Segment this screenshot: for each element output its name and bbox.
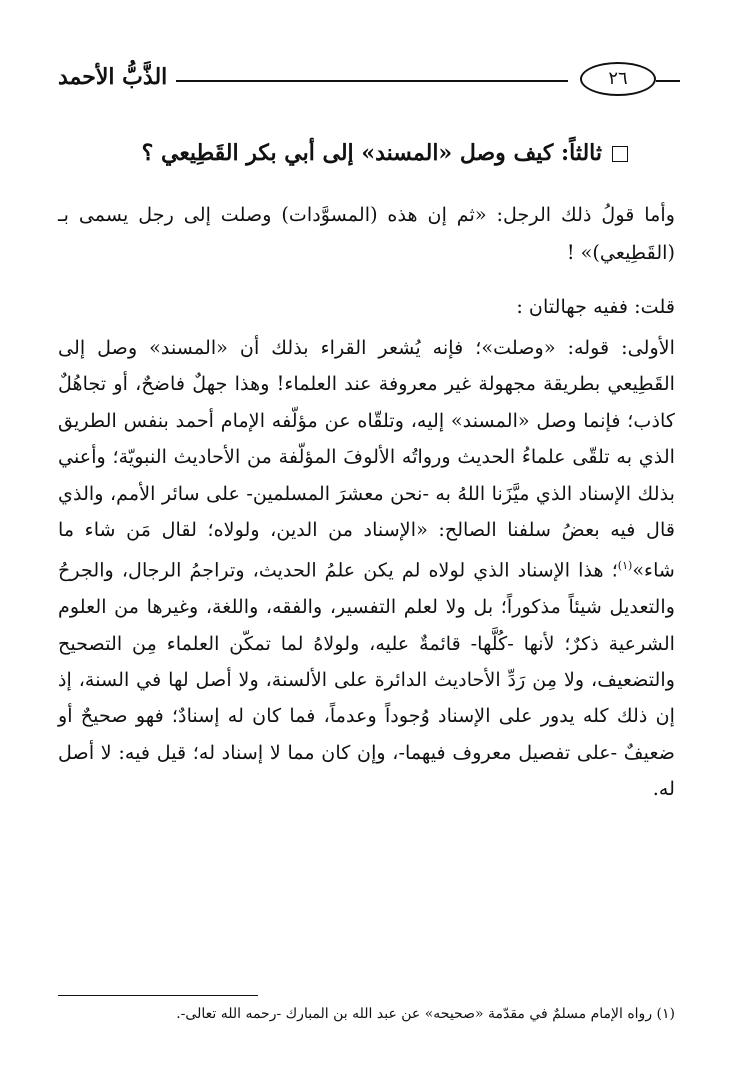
- book-title: الذَّبُّ الأحمد: [58, 64, 168, 90]
- paragraph-intro: قلت: ففيه جهالتان :: [516, 295, 675, 318]
- square-bullet-icon: [612, 146, 628, 162]
- footnote-separator: [58, 995, 258, 996]
- paragraph-first-point: [58, 330, 675, 808]
- paragraph-first-point-part-b: ؛ هذا الإسناد الذي لولاه لم يكن علمُ الحديث، وتراجمُ الرجال، والجرحُ والتعديل شيئاً مذكوراً؛ بل ولا لعلم التفسير، والفقه، واللغة، وغيرها من العلوم الشرعية ذكرٌ؛ لأنها -كُلَّها- قائمةٌ عليه، ولولاهُ لما تمكّن العلماء مِن التصحيح والتضعيف، ولا مِن رَدِّ الأحاديث الدائرة على الألسنة، ولا أصل لها في السنة، إذ إن ذلك كله يدور على الإسناد وُجوداً وعدماً، فما كان له إسنادٌ؛ فهو صحيحٌ أو ضعيفٌ -على تفصيل معروف فيهما-، وإن كان مما لا إسناد له؛ قيل فيه: لا أصل له.: [58, 558, 675, 801]
- paragraph-first-point-part-a: الأولى: قوله: «وصلت»؛ فإنه يُشعر القراء بذلك أن «المسند» وصل إلى القَطِيعي بطريقة مجهولة غير معروفة عند العلماء! وهذا جهلٌ فاضحٌ، أو تجاهُلٌ كاذب؛ فإنما وصل «المسند» إليه، وتلقّاه عن مؤلّفه الإمام أحمد بنفس الطريق الذي به تلقّى علماءُ الحديث ورواتُه الألوفَ المؤلّفة من الأحاديث النبويّة؛ وأعني بذلك الإسناد الذي ميَّزَنا اللهُ به -نحن معشرَ المسلمين- على سائر الأمم، والذي قال فيه بعضُ سلفنا الصالح: «الإسناد من الدين، ولولاه؛ لقال مَن شاء ما شاء»: [58, 336, 675, 582]
- header-rule-right: [656, 80, 680, 82]
- page-number: ٢٦: [580, 62, 656, 96]
- header-rule-left: [176, 80, 568, 82]
- paragraph-quote: وأما قولُ ذلك الرجل: «ثم إن هذه (المسوَّدات) وصلت إلى رجل يسمى بـ (القَطِيعي)» !: [58, 203, 675, 264]
- footnote-marker: (١): [617, 559, 633, 573]
- footnote: (١) رواه الإمام مسلمٌ في مقدّمة «صحيحه» عن عبد الله بن المبارك -رحمه الله تعالى-.: [176, 1006, 675, 1022]
- running-head: [58, 58, 678, 102]
- section-heading-text: ثالثاً: كيف وصل «المسند» إلى أبي بكر القَطِيعي ؟: [141, 140, 602, 166]
- section-heading: [120, 140, 628, 166]
